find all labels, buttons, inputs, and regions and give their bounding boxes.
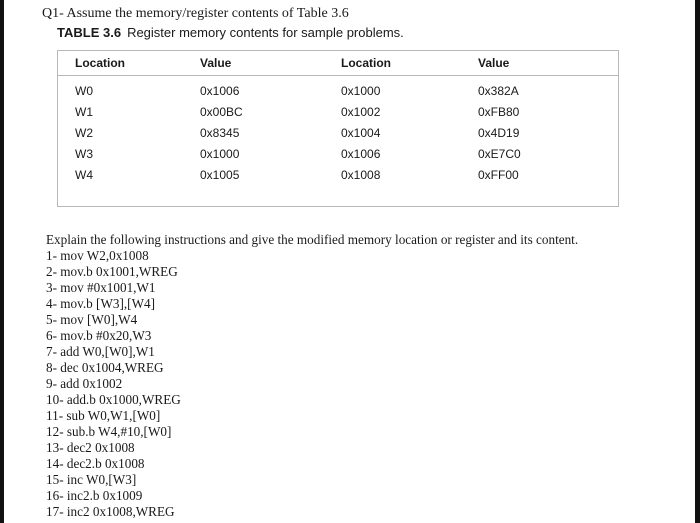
table-row [58,76,618,102]
memory-address-cell: 0x1004 [341,125,381,140]
instruction-item: 14- dec2.b 0x1008 [46,456,145,471]
memory-address-cell: 0x1002 [341,104,381,119]
instruction-item: 10- add.b 0x1000,WREG [46,392,181,407]
table-header-row [58,51,618,76]
memory-value-cell: 0xFB80 [478,104,520,119]
register-value-cell: 0x00BC [200,104,243,119]
instruction-item: 7- add W0,[W0],W1 [46,344,155,359]
register-value-cell: 0x1000 [200,146,240,161]
left-frame-border [0,0,4,523]
instruction-item: 1- mov W2,0x1008 [46,248,149,263]
header-value-1: Value [200,51,341,76]
right-frame-border [695,0,700,523]
instruction-item: 15- inc W0,[W3] [46,472,137,487]
register-value-cell: 0x8345 [200,125,240,140]
instruction-item: 3- mov #0x1001,W1 [46,280,156,295]
instruction-item: 9- add 0x1002 [46,376,123,391]
memory-value-cell: 0x4D19 [478,125,520,140]
register-value-cell: 0x1005 [200,167,240,182]
memory-address-cell: 0x1008 [341,167,381,182]
register-name-cell: W2 [75,125,93,140]
instruction-item: 16- inc2.b 0x1009 [46,488,143,503]
memory-address-cell: 0x1000 [341,83,381,98]
register-name-cell: W3 [75,146,93,161]
header-location-1: Location [58,51,200,76]
header-value-2: Value [478,51,618,76]
question-title: Q1- Assume the memory/register contents of Table 3.6 [42,6,349,21]
table-row [58,143,618,164]
instruction-item: 5- mov [W0],W4 [46,312,138,327]
instruction-item: 17- inc2 0x1008,WREG [46,504,175,519]
table-row [58,122,618,143]
register-memory-table [57,50,619,207]
table-caption-text: Register memory contents for sample problems. [127,25,404,40]
instruction-item: 11- sub W0,W1,[W0] [46,408,161,423]
instruction-item: 12- sub.b W4,#10,[W0] [46,424,172,439]
table-row [58,164,618,185]
table-row [58,101,618,122]
register-name-cell: W0 [75,83,93,98]
header-location-2: Location [341,51,478,76]
instructions-intro: Explain the following instructions and give the modified memory location or register and its content. [46,232,579,247]
register-name-cell: W4 [75,167,93,182]
register-name-cell: W1 [75,104,93,119]
table-caption-number: TABLE 3.6 [57,25,122,40]
instruction-item: 4- mov.b [W3],[W4] [46,296,156,311]
instruction-item: 6- mov.b #0x20,W3 [46,328,152,343]
instruction-item: 2- mov.b 0x1001,WREG [46,264,178,279]
memory-value-cell: 0xFF00 [478,167,519,182]
table-caption [57,25,404,41]
memory-value-cell: 0xE7C0 [478,146,521,161]
instruction-item: 13- dec2 0x1008 [46,440,135,455]
instruction-list [46,248,181,520]
memory-value-cell: 0x382A [478,83,519,98]
register-value-cell: 0x1006 [200,83,240,98]
instruction-item: 8- dec 0x1004,WREG [46,360,164,375]
memory-address-cell: 0x1006 [341,146,381,161]
